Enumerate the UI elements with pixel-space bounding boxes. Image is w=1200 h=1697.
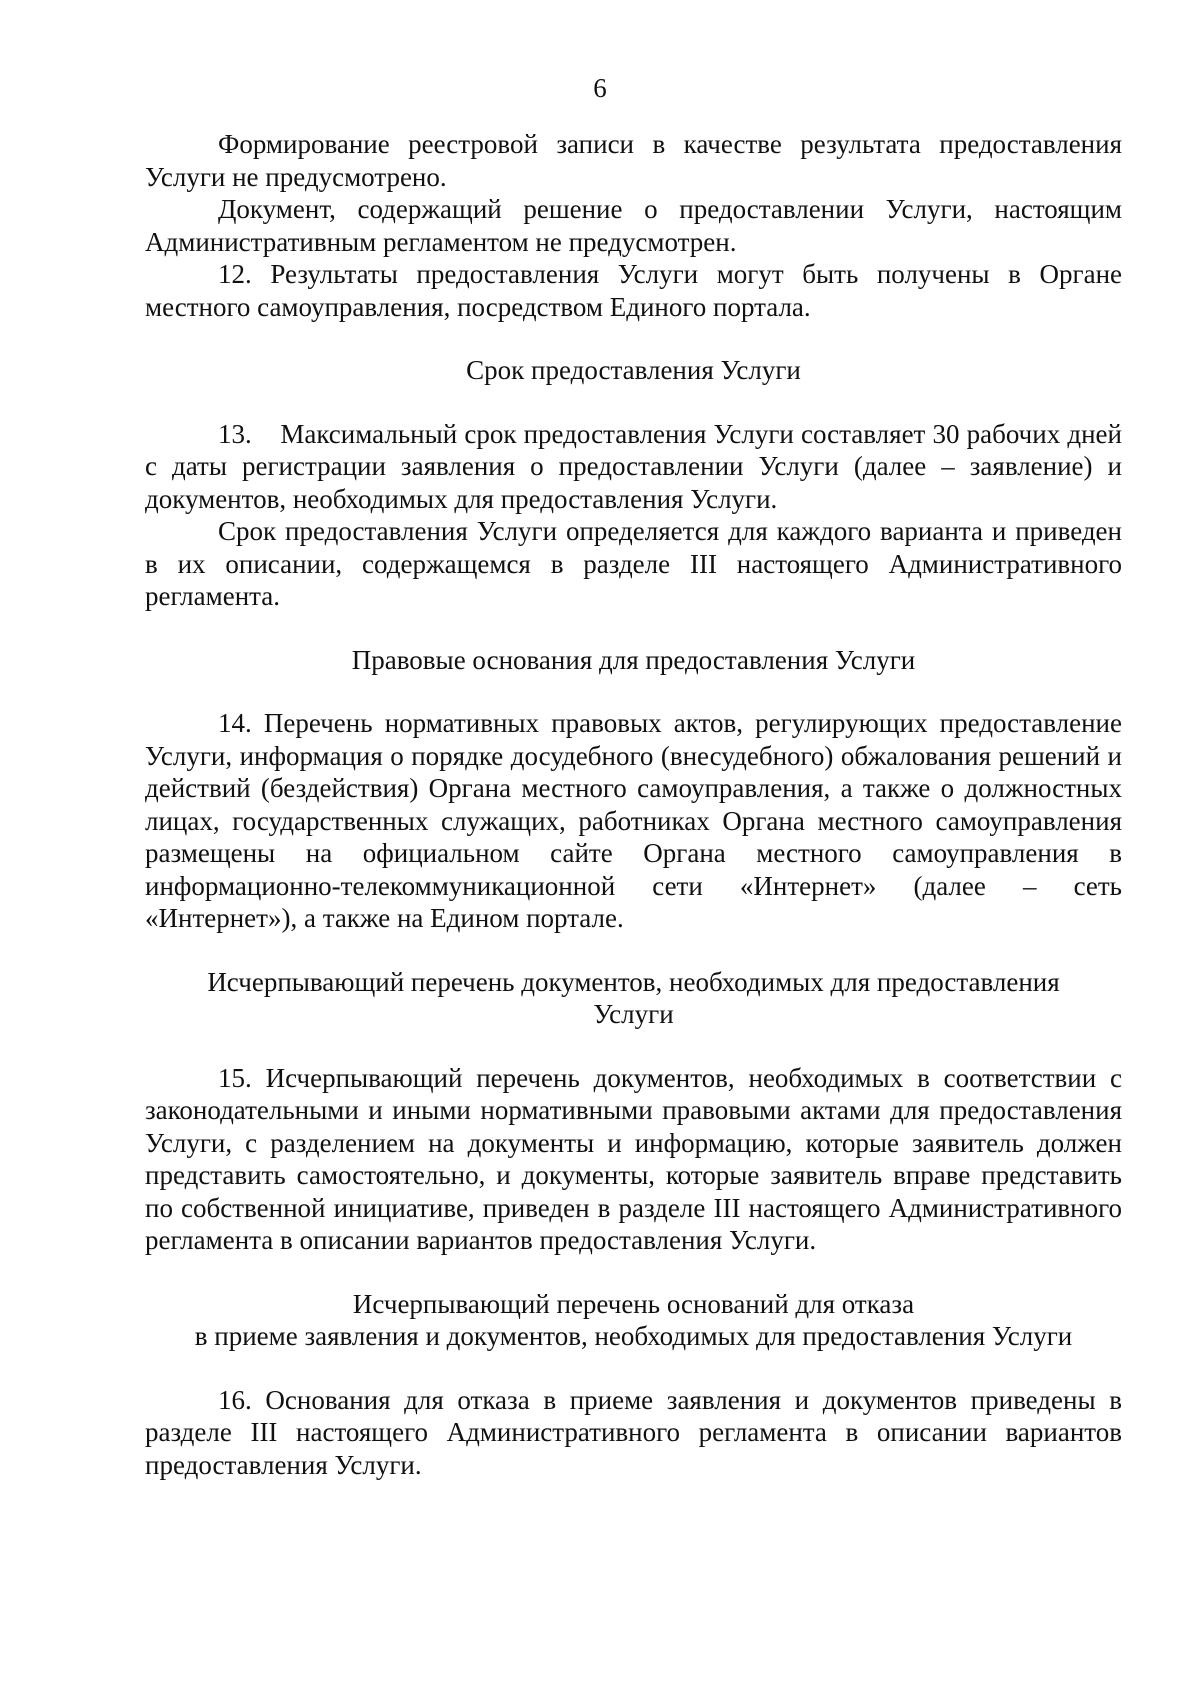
paragraph-item-14: 14. Перечень нормативных правовых актов, регулирующих предоставление Услуги, информация о порядке досудебного (внесудебного) обжалования решений и действий (бездействия) Органа местного самоуправления, а также о должностных лицах, государственных служащих, работниках Органа местного самоуправления размещены на официальном сайте Органа местного самоуправления в информационно-телекоммуникационной сети «Интернет» (далее – сеть «Интернет»), а также на Едином портале. bbox=[145, 708, 1122, 933]
paragraph-term-variants: Срок предоставления Услуги определяется для каждого варианта и приведен в их описании, содержащемся в разделе III настоящего Административного регламента. bbox=[145, 516, 1122, 611]
paragraph-item-12: 12. Результаты предоставления Услуги могут быть получены в Органе местного самоуправления, посредством Единого портала. bbox=[145, 259, 1122, 322]
page-number: 6 bbox=[593, 73, 607, 103]
document-body bbox=[145, 128, 1129, 1481]
paragraph-item-15: 15. Исчерпывающий перечень документов, необходимых в соответствии с законодательными и иными нормативными правовыми актами для предоставления Услуги, с разделением на документы и информацию, которые заявитель должен представить самостоятельно, и документы, которые заявитель вправе представить по собственной инициативе, приведен в разделе III настоящего Административного регламента в описании вариантов предоставления Услуги. bbox=[145, 1062, 1122, 1255]
section-heading-service-term: Срок предоставления Услуги bbox=[466, 355, 801, 385]
section-heading-documents-list: Исчерпывающий перечень документов, необходимых для предоставления Услуги bbox=[207, 966, 1060, 1029]
paragraph-registry-record: Формирование реестровой записи в качестве результата предоставления Услуги не предусмотрено. bbox=[145, 129, 1122, 192]
paragraph-item-16: 16. Основания для отказа в приеме заявления и документов приведены в разделе III настоящего Административного регламента в описании вариантов предоставления Услуги. bbox=[145, 1384, 1122, 1480]
paragraph-decision-document: Документ, содержащий решение о предоставлении Услуги, настоящим Административным регламентом не предусмотрен. bbox=[145, 194, 1122, 257]
paragraph-item-13: 13. Максимальный срок предоставления Услуги составляет 30 рабочих дней с даты регистрации заявления о предоставлении Услуги (далее – заявление) и документов, необходимых для предоставления Услуги. bbox=[145, 418, 1129, 514]
section-heading-refusal-grounds: Исчерпывающий перечень оснований для отказа в приеме заявления и документов, необходимых для предоставления Услуги bbox=[194, 1288, 1073, 1351]
section-heading-legal-basis: Правовые основания для предоставления Услуги bbox=[351, 644, 916, 675]
